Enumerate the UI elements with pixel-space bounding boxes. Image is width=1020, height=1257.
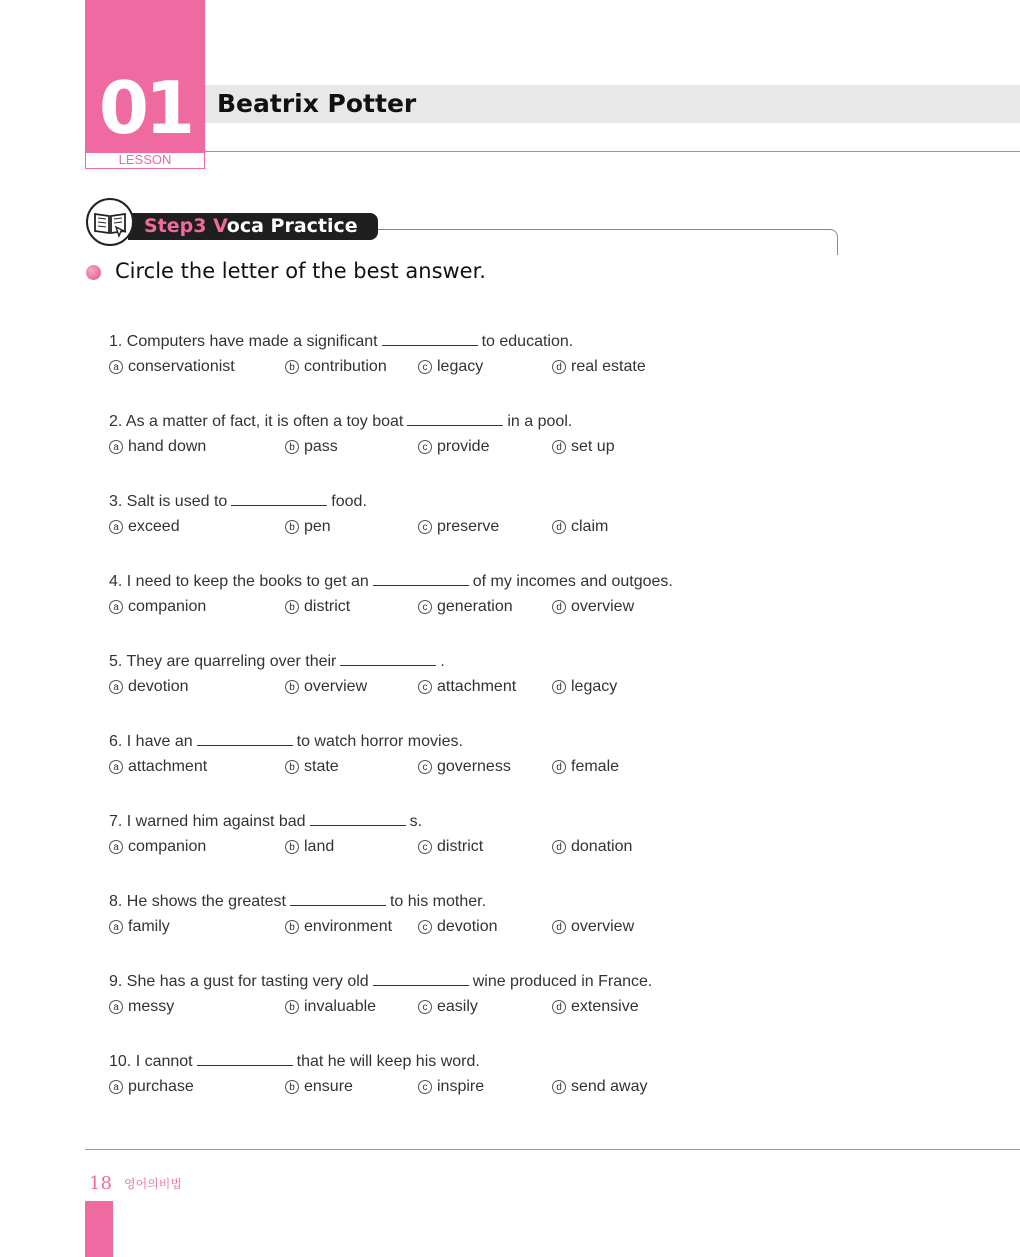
answer-blank [407,411,503,426]
choice-text: hand down [128,438,207,455]
choice-text: female [571,758,620,775]
choice-option-c[interactable] [418,517,499,537]
choice-letter: d [552,1000,566,1014]
choice-text: governess [437,758,511,775]
lesson-label: LESSON [118,152,172,167]
question-text-before: 4. I need to keep the books to get an [109,573,369,590]
choice-letter: c [418,520,432,534]
choice-text: inspire [437,1078,485,1095]
question-text [109,971,652,992]
choice-text: exceed [128,518,180,535]
title-divider [205,151,1020,152]
choice-option-c[interactable] [418,917,498,937]
choice-letter: d [552,600,566,614]
choice-letter: a [109,1000,123,1014]
question-text [109,651,445,672]
lesson-number: 01 [98,66,192,150]
choice-letter: a [109,1080,123,1094]
question-text [109,1051,480,1072]
question-text-before: 2. As a matter of fact, it is often a toy boat [109,413,404,430]
question-item [109,971,829,1021]
question-text-after: to education. [481,333,574,350]
choice-option-d[interactable] [552,837,632,857]
choice-text: district [304,598,351,615]
choice-letter: d [552,360,566,374]
choice-option-a[interactable] [109,437,206,457]
choice-option-d[interactable] [552,757,619,777]
choice-text: generation [437,598,513,615]
choice-letter: d [552,440,566,454]
choice-text: real estate [571,358,646,375]
choice-option-a[interactable] [109,757,207,777]
choice-text: state [304,758,339,775]
choice-text: ensure [304,1078,353,1095]
answer-blank [197,731,293,746]
choice-text: easily [437,998,478,1015]
footer-tab [85,1201,113,1257]
question-text-before: 8. He shows the greatest [109,893,286,910]
lesson-title: Beatrix Potter [217,89,417,118]
choice-option-a[interactable] [109,357,235,377]
question-item [109,331,829,381]
choice-option-a[interactable] [109,597,206,617]
choice-text: district [437,838,484,855]
choice-letter: d [552,920,566,934]
question-text [109,411,572,432]
choice-option-b[interactable] [285,677,367,697]
choice-text: conservationist [128,358,235,375]
choice-letter: a [109,840,123,854]
bullet-dot-icon [86,265,101,280]
choice-letter: c [418,600,432,614]
lesson-number-block [85,0,205,153]
answer-blank [382,331,478,346]
choice-option-c[interactable] [418,597,513,617]
question-item [109,651,829,701]
choice-option-b[interactable] [285,357,387,377]
choice-letter: a [109,520,123,534]
choice-letter: a [109,600,123,614]
question-item [109,491,829,541]
footer-divider [85,1149,1020,1150]
question-text [109,731,463,752]
question-item [109,571,829,621]
choice-text: attachment [128,758,208,775]
choice-letter: c [418,360,432,374]
choice-text: pen [304,518,331,535]
choice-text: devotion [128,678,189,695]
choice-text: messy [128,998,175,1015]
choice-letter: d [552,1080,566,1094]
book-title: 영어의비법 [124,1177,182,1191]
answer-blank [373,971,469,986]
choice-letter: a [109,440,123,454]
answer-blank [310,811,406,826]
choice-option-b[interactable] [285,597,350,617]
choice-letter: c [418,1080,432,1094]
choice-option-d[interactable] [552,517,608,537]
question-text-before: 1. Computers have made a significant [109,333,378,350]
choice-letter: d [552,680,566,694]
question-item [109,731,829,781]
choice-text: invaluable [304,998,377,1015]
choice-letter: c [418,840,432,854]
lesson-title-bar [205,85,1020,123]
choice-option-a[interactable] [109,837,206,857]
choice-option-a[interactable] [109,917,170,937]
step-label-rest: oca Practice [226,215,358,237]
choice-text: contribution [304,358,387,375]
question-text-before: 6. I have an [109,733,193,750]
choice-letter: a [109,680,123,694]
page-number: 18 [89,1173,112,1194]
question-text-after: that he will keep his word. [296,1053,480,1070]
question-text-after: . [440,653,445,670]
choice-letter: d [552,840,566,854]
question-item [109,1051,829,1101]
choice-option-c[interactable] [418,837,483,857]
choice-option-d[interactable] [552,597,634,617]
question-item [109,891,829,941]
choice-letter: b [285,840,299,854]
question-text-after: to his mother. [389,893,487,910]
choice-text: family [128,918,170,935]
question-text-after: s. [409,813,423,830]
question-text [109,571,673,592]
choice-text: provide [437,438,490,455]
answer-blank [231,491,327,506]
banner-divider-corner [822,229,838,255]
choice-option-d[interactable] [552,1077,648,1097]
choice-letter: b [285,680,299,694]
choice-option-a[interactable] [109,1077,194,1097]
choice-text: companion [128,598,207,615]
choice-letter: b [285,1000,299,1014]
choice-option-b[interactable] [285,1077,353,1097]
answer-blank [197,1051,293,1066]
choice-text: land [304,838,335,855]
choice-letter: d [552,760,566,774]
choice-option-c[interactable] [418,357,483,377]
answer-blank [340,651,436,666]
choice-letter: b [285,520,299,534]
choice-option-a[interactable] [109,677,189,697]
choice-option-d[interactable] [552,357,646,377]
choice-letter: c [418,680,432,694]
choice-option-b[interactable] [285,757,339,777]
choice-option-b[interactable] [285,517,331,537]
question-text [109,891,486,912]
choice-text: legacy [571,678,618,695]
choice-text: claim [571,518,609,535]
question-item [109,811,829,861]
step-banner [128,213,378,240]
choice-text: overview [304,678,368,695]
answer-blank [373,571,469,586]
choice-option-b[interactable] [285,997,376,1017]
choice-letter: a [109,760,123,774]
choice-letter: b [285,760,299,774]
question-text-before: 3. Salt is used to [109,493,228,510]
choice-letter: a [109,360,123,374]
choice-text: donation [571,838,633,855]
step-label-highlight: Step3 V [144,215,227,237]
choice-text: environment [304,918,393,935]
question-text-after: to watch horror movies. [296,733,463,750]
choice-option-a[interactable] [109,997,174,1017]
choice-text: companion [128,838,207,855]
question-text-after: wine produced in France. [472,973,653,990]
question-text-before: 7. I warned him against bad [109,813,306,830]
choice-text: overview [571,918,635,935]
choice-text: pass [304,438,338,455]
open-book-icon [86,198,134,246]
choice-letter: b [285,920,299,934]
banner-divider [378,229,832,230]
choice-text: purchase [128,1078,194,1095]
choice-text: attachment [437,678,517,695]
choice-option-c[interactable] [418,437,489,457]
choice-text: devotion [437,918,498,935]
question-text [109,491,367,512]
choice-text: set up [571,438,615,455]
choice-letter: c [418,920,432,934]
choice-option-b[interactable] [285,917,392,937]
question-text-before: 9. She has a gust for tasting very old [109,973,369,990]
choice-letter: b [285,360,299,374]
choice-letter: d [552,520,566,534]
lesson-label-box [85,153,205,169]
question-text [109,811,422,832]
choice-option-c[interactable] [418,1077,484,1097]
choice-option-b[interactable] [285,437,338,457]
choice-option-c[interactable] [418,997,478,1017]
choice-option-a[interactable] [109,517,180,537]
answer-blank [290,891,386,906]
choice-option-b[interactable] [285,837,334,857]
choice-letter: b [285,440,299,454]
choice-text: preserve [437,518,500,535]
question-text-after: in a pool. [507,413,573,430]
choice-letter: c [418,1000,432,1014]
question-text-after: food. [331,493,367,510]
question-item [109,411,829,461]
choice-option-d[interactable] [552,917,634,937]
choice-option-d[interactable] [552,997,639,1017]
step-label [144,214,358,238]
choice-option-d[interactable] [552,437,615,457]
choice-text: extensive [571,998,639,1015]
question-text-before: 5. They are quarreling over their [109,653,337,670]
choice-text: send away [571,1078,648,1095]
instruction-text: Circle the letter of the best answer. [115,259,486,283]
choice-option-d[interactable] [552,677,617,697]
choice-text: overview [571,598,635,615]
choice-letter: a [109,920,123,934]
choice-option-c[interactable] [418,677,516,697]
choice-letter: c [418,760,432,774]
choice-letter: c [418,440,432,454]
question-text-before: 10. I cannot [109,1053,193,1070]
choice-letter: b [285,1080,299,1094]
question-text-after: of my incomes and outgoes. [472,573,673,590]
choice-text: legacy [437,358,484,375]
question-text [109,331,573,352]
choice-option-c[interactable] [418,757,511,777]
choice-letter: b [285,600,299,614]
